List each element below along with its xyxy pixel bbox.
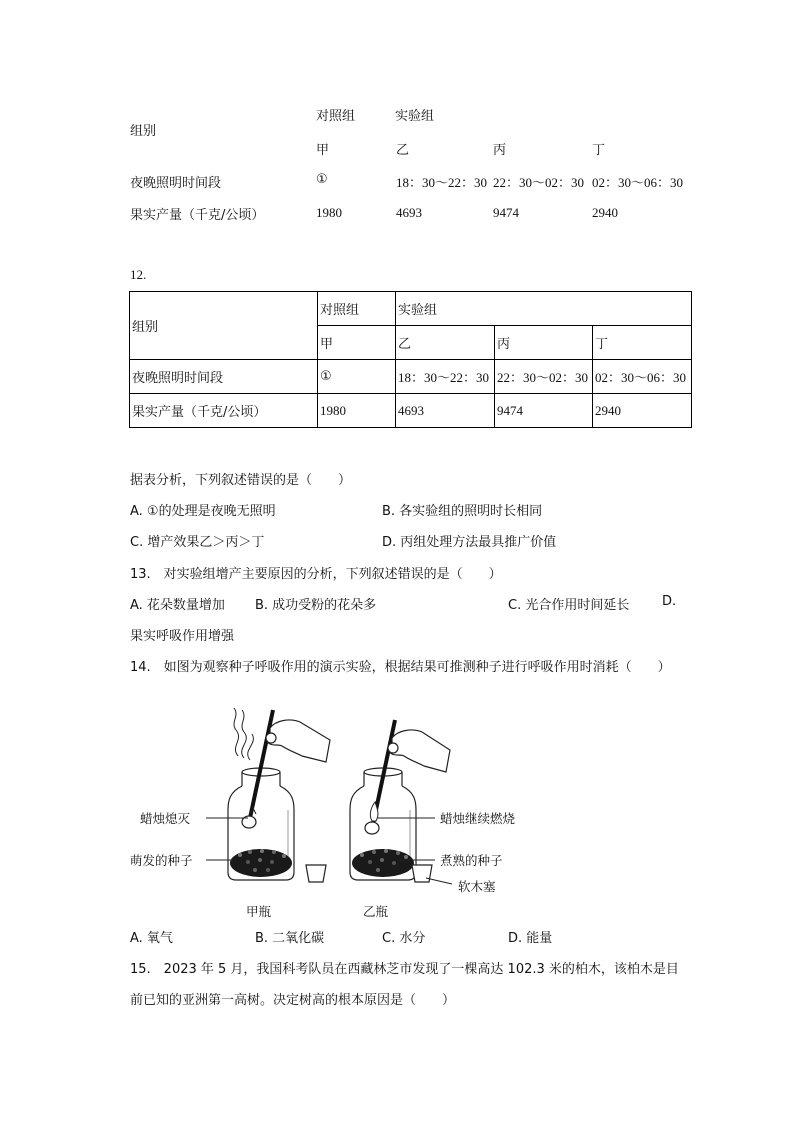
label-candle-out: 蜡烛熄灭	[140, 811, 191, 826]
table-top-col-jia: 甲	[316, 143, 330, 158]
table-col-yi: 乙	[396, 326, 495, 360]
table-col-ding: 丁	[593, 326, 692, 360]
table-row2-yi: 4693	[396, 394, 495, 428]
table-row1-label: 夜晚照明时间段	[130, 360, 318, 394]
q13-option-a[interactable]: A. 花朵数量增加	[130, 598, 225, 613]
label-cooked-seeds: 煮熟的种子	[440, 853, 503, 868]
table-row2-label: 果实产量（千克/公顷）	[130, 394, 318, 428]
table-header-group: 组别	[130, 292, 318, 360]
table-col-bing: 丙	[495, 326, 593, 360]
label-germinating-seeds: 萌发的种子	[130, 853, 193, 868]
table-header-control: 对照组	[318, 292, 396, 326]
table-row2-jia: 1980	[318, 394, 396, 428]
table-top-row1-jia: ①	[316, 172, 328, 187]
table-top-col-yi: 乙	[396, 143, 410, 158]
q12-option-c[interactable]: C. 增产效果乙＞丙＞丁	[130, 535, 265, 550]
seeds-cooked	[352, 849, 414, 877]
table-top-col-bing: 丙	[493, 143, 507, 158]
table-top-row1-bing: 22：30～02：30	[493, 175, 585, 190]
question-number-12: 12.	[130, 267, 147, 282]
table-row	[130, 360, 692, 394]
table-top-row2-ding: 2940	[592, 205, 618, 220]
q15-stem-line2: 前已知的亚洲第一高树。决定树高的根本原因是（ ）	[130, 993, 456, 1008]
table-col-jia: 甲	[318, 326, 396, 360]
data-table	[129, 291, 692, 428]
q14-option-c[interactable]: C. 水分	[382, 931, 426, 946]
q13-stem: 13. 对实验组增产主要原因的分析，下列叙述错误的是（ ）	[130, 567, 502, 582]
q14-option-d[interactable]: D. 能量	[508, 931, 553, 946]
q13-option-d-text[interactable]: 果实呼吸作用增强	[130, 629, 235, 644]
candle-stick-yi	[365, 720, 395, 834]
table-top-experiment-group: 实验组	[395, 109, 435, 124]
table-top-row2-bing: 9474	[493, 205, 519, 220]
cork-yi	[412, 865, 432, 882]
q12-option-a[interactable]: A. ①的处理是夜晚无照明	[130, 504, 276, 519]
seeds-germinating	[230, 849, 292, 877]
table-top-row2-label: 果实产量（千克/公顷）	[130, 208, 265, 223]
table-row1-bing: 22：30～02：30	[495, 360, 593, 394]
q13-option-c[interactable]: C. 光合作用时间延长	[508, 598, 630, 613]
q14-stem: 14. 如图为观察种子呼吸作用的演示实验，根据结果可推测种子进行呼吸作用时消耗（ ）	[130, 660, 671, 675]
table-top-row2-jia: 1980	[316, 205, 342, 220]
table-row1-ding: 02：30～06：30	[593, 360, 692, 394]
hand-jia	[266, 720, 330, 762]
q12-stem: 据表分析，下列叙述错误的是（ ）	[130, 473, 352, 488]
table-top-row1-yi: 18：30～22：30	[396, 175, 488, 190]
table-row2-ding: 2940	[593, 394, 692, 428]
label-bottle-yi: 乙瓶	[363, 904, 389, 919]
q13-option-b[interactable]: B. 成功受粉的花朵多	[255, 598, 377, 613]
q15-stem-line1: 15. 2023 年 5 月，我国科考队员在西藏林芝市发现了一棵高达 102.3 米的柏木，该柏木是目	[130, 962, 679, 977]
label-cork: 软木塞	[458, 879, 496, 894]
hand-yi	[388, 730, 450, 772]
table-row	[130, 394, 692, 428]
table-top-col-ding: 丁	[592, 143, 606, 158]
q12-option-b[interactable]: B. 各实验组的照明时长相同	[382, 504, 543, 519]
table-row1-jia: ①	[318, 360, 396, 394]
q12-option-d[interactable]: D. 丙组处理方法最具推广价值	[382, 535, 557, 550]
table-top-row2-yi: 4693	[396, 205, 422, 220]
table-header-experiment: 实验组	[396, 292, 692, 326]
q14-option-b[interactable]: B. 二氧化碳	[255, 931, 325, 946]
table-row1-yi: 18：30～22：30	[396, 360, 495, 394]
table-top-header-group: 组别	[130, 124, 157, 139]
label-candle-burning: 蜡烛继续燃烧	[440, 811, 516, 826]
q13-option-d-prefix[interactable]: D.	[662, 594, 677, 609]
q14-option-a[interactable]: A. 氧气	[130, 931, 173, 946]
table-row2-bing: 9474	[495, 394, 593, 428]
label-bottle-jia: 甲瓶	[246, 904, 272, 919]
table-top-row1-label: 夜晚照明时间段	[130, 176, 222, 191]
table-top-control-group: 对照组	[316, 109, 356, 124]
table-top-row1-ding: 02：30～06：30	[592, 175, 684, 190]
cork-jia	[306, 865, 326, 882]
